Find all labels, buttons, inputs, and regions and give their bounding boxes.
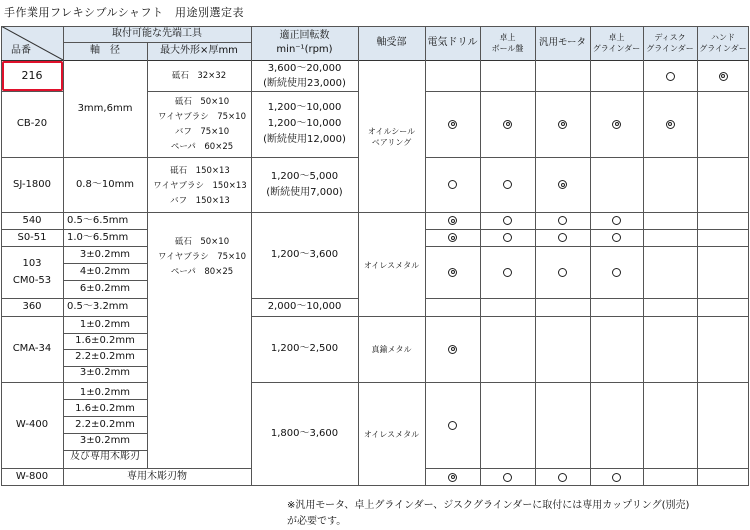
row-103-shaft-3: 6±0.2mm: [79, 283, 131, 294]
row-540-hinban: 540: [22, 214, 42, 226]
row-216-hinban: 216: [21, 69, 43, 82]
row-103-shaft-1: 3±0.2mm: [79, 248, 131, 260]
row-360-hinban: 360: [22, 301, 42, 312]
row-360-rpm: 2,000〜10,000: [267, 301, 342, 312]
row-103-hinban: 103 CM0-53: [12, 258, 52, 286]
row-216-tools: 砥石 32×32: [171, 70, 227, 81]
row-216-rpm: 3,600〜20,000 (断続使用23,000): [263, 63, 346, 89]
header-use-disk-grinder: ディスク グラインダー: [646, 33, 694, 53]
header-use-bench-grinder: 卓上 グラインダー: [592, 33, 641, 53]
row-w400-hinban: W-400: [15, 419, 49, 430]
row-cb20-rpm: 1,200〜10,000 1,200〜10,000 (断続使用12,000): [263, 102, 346, 145]
header-rpm-line2: min⁻¹(rpm): [276, 44, 333, 55]
header-use-drill-press: 卓上 ボール盤: [491, 33, 524, 53]
footnote: [287, 498, 689, 530]
row-cb20-hinban: CB-20: [16, 118, 48, 129]
header-tool-group: 取付可能な先端工具: [112, 28, 202, 39]
row-s051-shaft: 1.0〜6.5mm: [67, 231, 129, 243]
bearing-oilless-1: オイレスメタル: [363, 260, 420, 270]
row-sj1800-hinban: SJ-1800: [13, 178, 51, 190]
row-540-shaft: 0.5〜6.5mm: [67, 214, 129, 226]
header-bearing: 軸受部: [376, 37, 407, 48]
row-cma34-rpm: 1,200〜2,500: [270, 343, 339, 354]
row-w400-shaft: 1±0.2mm 1.6±0.2mm 2.2±0.2mm 3±0.2mm 及び専用木彫刃: [70, 387, 140, 462]
row-s051-hinban: S0-51: [17, 231, 47, 243]
row-w800-hinban: W-800: [15, 471, 49, 482]
row-360-shaft: 0.5〜3.2mm: [67, 301, 129, 312]
row-cb20-tools: 砥石 50×10 ワイヤブラシ 75×10 バフ 75×10 ペーパ 60×25: [158, 97, 246, 152]
header-shaft: 軸 径: [90, 45, 120, 56]
row-sj1800-tools: 砥石 150×13 ワイヤブラシ 150×13 バフ 150×13: [153, 166, 247, 206]
header-use-hand-grinder: ハンド グラインダー: [699, 33, 747, 53]
bearing-oil-seal: オイルシール ベアリング: [367, 126, 416, 147]
row-cma34-hinban: CMA-34: [12, 343, 52, 354]
row-cma34-shaft: 1±0.2mm 1.6±0.2mm 2.2±0.2mm 3±0.2mm: [75, 319, 135, 378]
row-sj1800-shaft: 0.8〜10mm: [75, 178, 135, 190]
page-title: 手作業用フレキシブルシャフト 用途別選定表: [4, 6, 245, 19]
row-103-shaft-2: 4±0.2mm: [79, 265, 131, 277]
header-hinban: 品番: [11, 45, 31, 56]
header-use-motor: 汎用モータ: [538, 37, 587, 48]
footnote-line2: が必要です。: [287, 516, 347, 527]
row-w400-rpm: 1,800〜3,600: [270, 428, 339, 439]
rpm-540-103: 1,200〜3,600: [270, 249, 339, 260]
row-w800-shaft: 専用木彫刃物: [127, 471, 187, 482]
footnote-line1: ※汎用モータ、卓上グラインダー、ジスクグラインダーに取付には専用カップリング(別売): [287, 500, 690, 511]
row-sj1800-rpm: 1,200〜5,000 (断続使用7,000): [266, 170, 343, 198]
shaft-3mm-6mm: 3mm,6mm: [77, 103, 133, 114]
header-rpm-line1: 適正回転数: [279, 30, 330, 41]
tools-540-103: 砥石 50×10 ワイヤブラシ 75×10 ペーパ 80×25: [158, 236, 246, 277]
row-cma34-bearing: 真鍮メタル: [371, 344, 412, 354]
header-max-size: 最大外形×厚mm: [160, 45, 238, 56]
bearing-oilless-2: オイレスメタル: [363, 429, 420, 439]
header-use-drill: 電気ドリル: [427, 37, 478, 48]
